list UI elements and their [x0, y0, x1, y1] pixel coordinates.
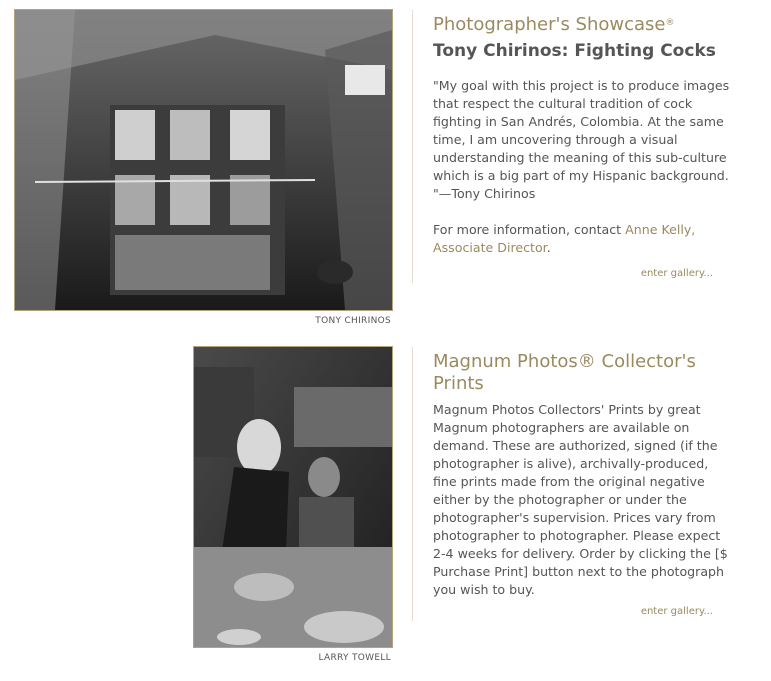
contact-link-anne-kelly[interactable]: Anne Kelly, Associate Director	[433, 222, 696, 255]
showcase-enter-gallery-link[interactable]: enter gallery...	[640, 268, 713, 279]
showcase-quote: "My goal with this project is to produce images that respect the cultural tradition of cock fighting in San Andrés, Colombia. At the same time, I am uncovering through a visual understanding the meaning of this sub-culture which is a big part of my Hispanic background. "—Tony Chirinos	[433, 78, 730, 201]
showcase-text	[433, 14, 733, 257]
collectors-title[interactable]: Magnum Photos® Collector's Prints	[433, 351, 696, 394]
contact-prefix: For more information, contact	[433, 222, 626, 237]
showcase-photo[interactable]	[14, 9, 393, 311]
showcase-subtitle: Tony Chirinos: Fighting Cocks	[433, 41, 716, 61]
collectors-description: Magnum Photos Collectors' Prints by great Magnum photographers are available on demand. These are authorized, signed (if the photographer is alive), archivally-produced, fine prints made from the original negative either by the photographer or under the photographer's supervision. Prices vary from photographer to photographer. Please expect 2-4 weeks for delivery. Order by clicking the [$ Purchase Print] button next to the photograph you wish to buy.	[433, 402, 728, 597]
registered-mark: ®	[665, 18, 675, 28]
section-divider	[412, 10, 413, 283]
showcase-title-text[interactable]: Photographer's Showcase	[433, 14, 666, 35]
contact-suffix: .	[546, 240, 551, 255]
showcase-photo-credit: TONY CHIRINOS	[315, 316, 391, 326]
showcase-title[interactable]	[433, 14, 733, 36]
collectors-text	[433, 351, 733, 599]
section-divider	[412, 347, 413, 621]
showcase-contact	[433, 221, 733, 257]
kitchen-scene-image	[194, 347, 392, 647]
collectors-enter-gallery-link[interactable]: enter gallery...	[640, 606, 713, 617]
cockfight-coop-image	[15, 10, 392, 310]
collectors-photo[interactable]	[193, 346, 393, 648]
collectors-photo-credit: LARRY TOWELL	[318, 653, 391, 663]
